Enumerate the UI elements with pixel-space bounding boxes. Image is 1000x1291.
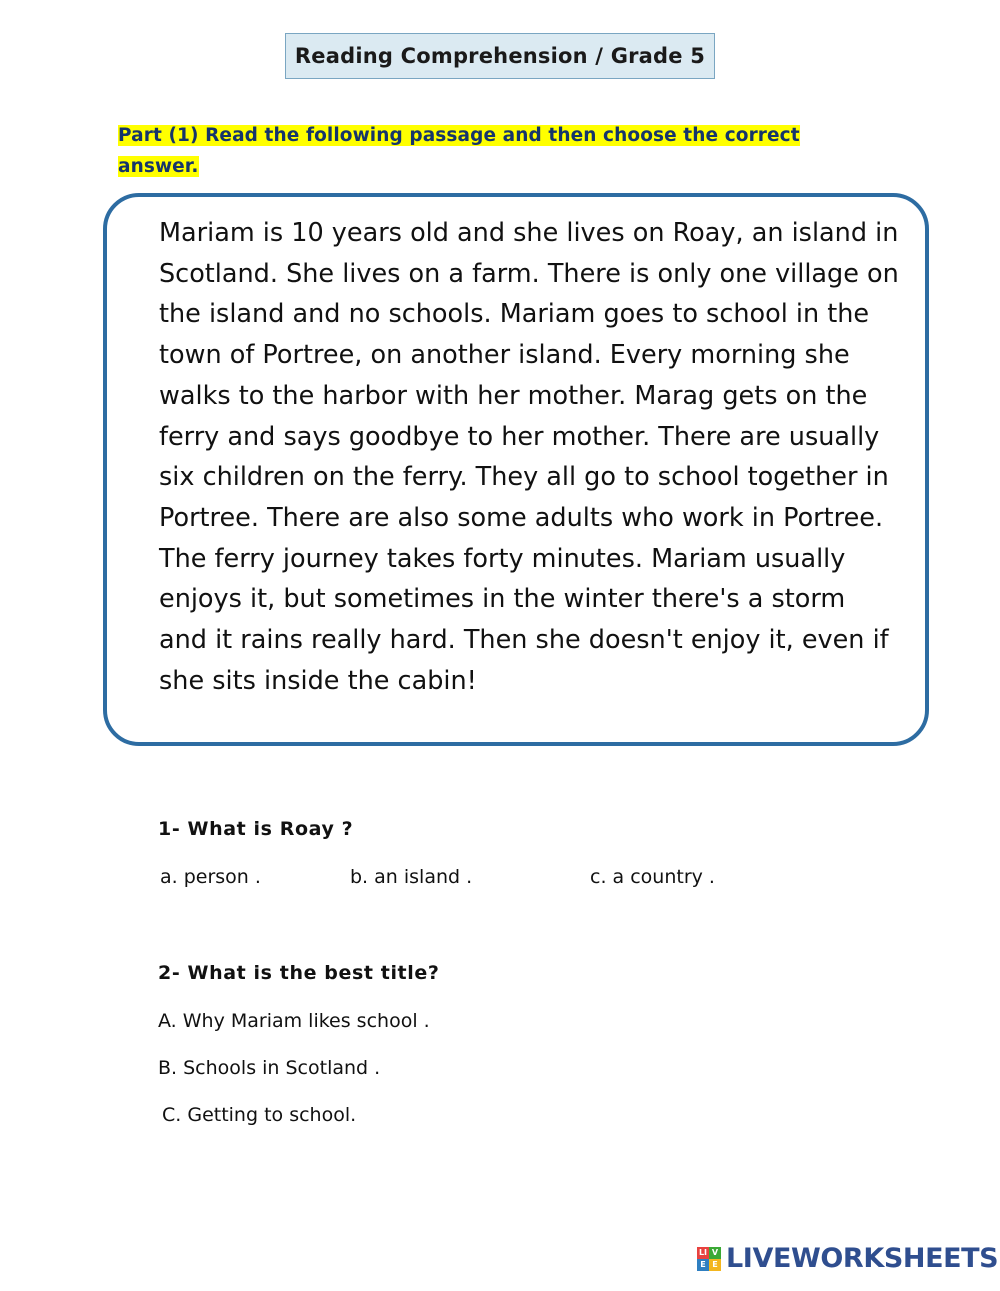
liveworksheets-logo xyxy=(697,1243,998,1274)
logo-tile-e1: E xyxy=(697,1259,709,1271)
liveworksheets-logo-text: LIVEWORKSHEETS xyxy=(726,1243,999,1274)
question-1 xyxy=(158,818,353,840)
question-2-option-a[interactable]: A. Why Mariam likes school . xyxy=(158,1010,430,1032)
instruction-text: Part (1) Read the following passage and then choose the correct answer. xyxy=(118,125,800,177)
question-2 xyxy=(158,962,439,984)
question-1-prompt: 1- What is Roay ? xyxy=(158,818,354,840)
question-2-prompt: 2- What is the best title? xyxy=(158,962,440,984)
passage-container xyxy=(103,193,929,746)
question-1-option-a[interactable]: a. person . xyxy=(160,866,261,888)
question-2-option-b[interactable]: B. Schools in Scotland . xyxy=(158,1057,381,1079)
logo-tile-li: LI xyxy=(698,1247,708,1257)
logo-tile-v: V xyxy=(709,1247,721,1259)
instruction-line xyxy=(118,120,858,182)
question-2-options xyxy=(158,1010,858,1151)
passage-text: Mariam is 10 years old and she lives on Roay, an island in Scotland. She lives on a farm. There is only one village on the island and no schools. Mariam goes to school in the town of Portree, on another island. Every morning she walks to the harbor with her mother. Marag gets on the ferry and says goodbye to her mother. There are usually six children on the ferry. They all go to school together in Portree. There are also some adults who work in Portree. The ferry journey takes forty minutes. Mariam usually enjoys it, but sometimes in the winter there's a storm and it rains really hard. Then she doesn't enjoy it, even if she sits inside the cabin! xyxy=(159,218,899,696)
question-1-option-c[interactable]: c. a country . xyxy=(590,866,715,888)
question-1-options xyxy=(160,866,860,888)
question-1-option-b[interactable]: b. an island . xyxy=(350,866,473,888)
liveworksheets-logo-icon xyxy=(697,1247,721,1271)
question-2-option-c[interactable]: C. Getting to school. xyxy=(162,1104,357,1126)
worksheet-title-box xyxy=(285,33,715,79)
logo-tile-e2: E xyxy=(709,1259,721,1271)
page-title: Reading Comprehension / Grade 5 xyxy=(294,44,706,68)
